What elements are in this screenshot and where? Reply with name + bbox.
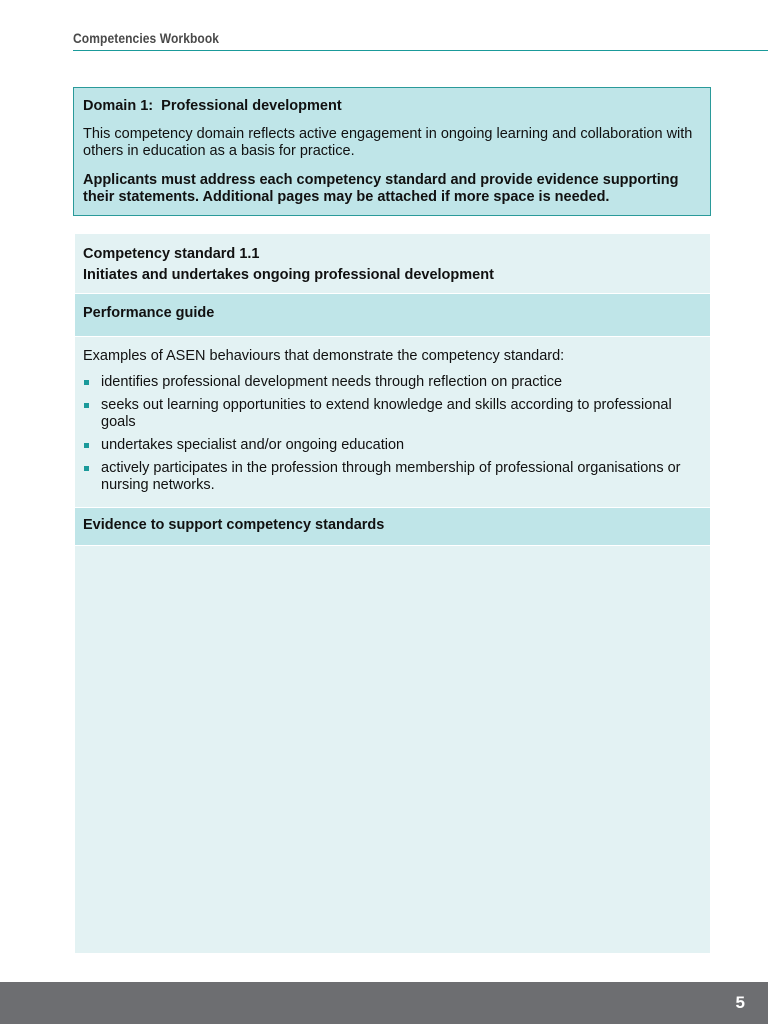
- behaviour-text: undertakes specialist and/or ongoing education: [101, 437, 405, 453]
- footer-bar: [0, 982, 768, 1024]
- behaviour-list-item: [83, 397, 702, 431]
- competency-standard-number: Competency standard 1.1: [83, 246, 260, 262]
- domain-description: This competency domain reflects active engagement in ongoing learning and collaboration with others in education as a basis for practice.: [83, 126, 693, 159]
- competency-standard-section: [75, 234, 710, 293]
- evidence-heading: Evidence to support competency standards: [75, 508, 710, 545]
- performance-guide-intro: Examples of ASEN behaviours that demonstrate the competency standard:: [83, 348, 565, 364]
- behaviour-list-item: [83, 460, 702, 494]
- competency-standard-title: Initiates and undertakes ongoing professional development: [83, 267, 494, 283]
- behaviour-list-item: [83, 437, 702, 454]
- behaviour-list-item: [83, 374, 702, 391]
- square-bullet-icon: [84, 380, 89, 385]
- behaviour-list: [83, 374, 702, 494]
- header-divider: [73, 50, 768, 51]
- behaviour-text: actively participates in the profession through membership of professional organisations or nursing networks.: [101, 460, 681, 493]
- domain-info-box: [73, 87, 711, 216]
- square-bullet-icon: [84, 443, 89, 448]
- square-bullet-icon: [84, 403, 89, 408]
- behaviour-text: seeks out learning opportunities to extend knowledge and skills according to professional goals: [101, 397, 672, 430]
- performance-guide-body: [75, 337, 710, 507]
- domain-instructions: Applicants must address each competency standard and provide evidence supporting their statements. Additional pages may be attached if more space is needed.: [83, 172, 679, 205]
- performance-guide-heading: Performance guide: [75, 294, 710, 336]
- page-number: 5: [735, 993, 745, 1012]
- behaviour-text: identifies professional development needs through reflection on practice: [101, 374, 563, 390]
- square-bullet-icon: [84, 466, 89, 471]
- document-title: Competencies Workbook: [73, 30, 220, 46]
- domain-heading: Domain 1: Professional development: [83, 98, 342, 114]
- evidence-field[interactable]: [75, 546, 710, 953]
